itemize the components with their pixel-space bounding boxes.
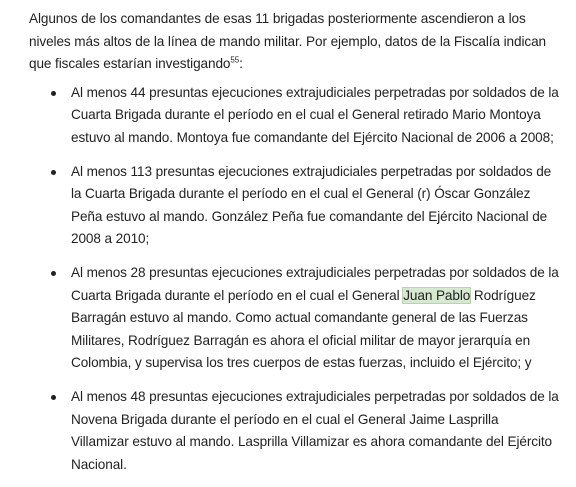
list-item (29, 262, 559, 375)
bullet-icon (51, 271, 56, 276)
intro-text: Algunos de los comandantes de esas 11 brigadas posteriormente ascendieron a los niveles más altos de la línea de mando militar. Por ejemplo, datos de la Fiscalía indican que fiscales estarían investigando (29, 11, 547, 72)
list-item-text: Al menos 44 presuntas ejecuciones extrajudiciales perpetradas por soldados de la Cuarta Brigada durante el período en el cual el General retirado Mario Montoya estuvo al mando. Montoya fue comandante del Ejército Nacional de 2006 a 2008; (71, 84, 559, 145)
list-item (29, 386, 559, 476)
highlighted-text[interactable]: Juan Pablo (403, 287, 471, 303)
bullet-list (29, 82, 559, 477)
list-item-text: Al menos 113 presuntas ejecuciones extrajudiciales perpetradas por soldados de la Cuarta Brigada durante el período en el cual el General (r) Óscar González Peña estuvo al mando. González Peña fue comandante del Ejército Nacional de 2008 a 2010; (71, 163, 552, 247)
list-item-text-before: Al menos 28 presuntas ejecuciones extrajudiciales perpetradas por soldados de la Cuarta Brigada durante el período en el cual el General (71, 264, 559, 303)
bullet-icon (51, 395, 56, 400)
document-body (29, 8, 559, 487)
bullet-icon (51, 170, 56, 175)
list-item (29, 82, 559, 150)
footnote-ref[interactable]: 55 (230, 55, 240, 65)
list-item (29, 161, 559, 251)
list-item-text: Al menos 48 presuntas ejecuciones extrajudiciales perpetradas por soldados de la Novena Brigada durante el período en el cual el General Jaime Lasprilla Villamizar estuvo al mando. Lasprilla Villamizar es ahora comandante del Ejército Nacional. (71, 388, 559, 472)
intro-paragraph (29, 8, 559, 76)
intro-colon: : (239, 56, 243, 72)
list-item-text-after: Rodríguez Barragán estuvo al mando. Como actual comandante general de las Fuerzas Militares, Rodríguez Barragán es ahora el oficial militar de mayor jerarquía en Colombia, y supervisa los tres cuerpos de estas fuerzas, incluido el Ejército; y (71, 287, 536, 371)
bullet-icon (51, 91, 56, 96)
